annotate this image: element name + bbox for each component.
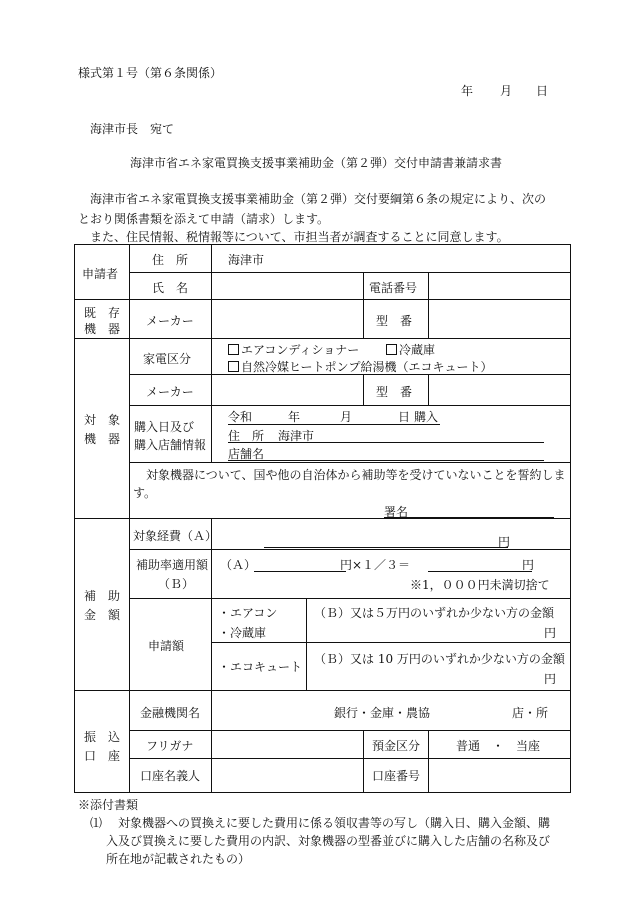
deposit-types: 普通 ・ 当座 [456, 739, 541, 753]
applicant-address-label: 住 所 [152, 253, 189, 267]
cost-unit: 円 [498, 535, 511, 549]
signature-label: 署名 [384, 505, 409, 519]
purchase-date-line [228, 424, 440, 425]
consent-text: また、住民情報、税情報等について、市担当者が調査することに同意します。 [90, 230, 509, 244]
store-name-label: 店舗名 [228, 447, 265, 461]
purchase-label-1: 購入日及び [134, 420, 195, 434]
addressee: 海津市長 宛て [90, 122, 175, 136]
cost-line [264, 547, 508, 548]
existing-section-label-1: 既 存 [84, 306, 121, 320]
purchase-era: 令和 [228, 410, 253, 424]
attachment-item-line-2: 入及び買換えに要した費用の内訳、対象機器の型番並びに購入した店舗の名称及び [106, 834, 551, 848]
category-label: 家電区分 [143, 352, 192, 366]
applicant-name-label: 氏 名 [152, 281, 189, 295]
attachment-item-line-3: 所在地が記載されたもの） [106, 852, 251, 866]
pledge-line-1: 対象機器について、国や他の自治体から補助等を受けていないことを誓約しま [146, 468, 566, 482]
apply-label: 申請額 [148, 639, 185, 653]
cost-label: 対象経費（Ａ） [133, 529, 218, 543]
aircon-checkbox[interactable] [228, 344, 239, 355]
applicant-section-label: 申請者 [82, 267, 119, 281]
form-number: 様式第１号（第６条関係） [78, 66, 223, 80]
rate-formula: 円×１／３＝ [340, 558, 411, 572]
store-address-line [228, 442, 544, 443]
holder-label: 口座名義人 [140, 769, 201, 783]
page-title: 海津市省エネ家電買換支援事業補助金（第２弾）交付申請書兼請求書 [130, 156, 503, 170]
date-day: 日 [536, 84, 549, 98]
subsidy-section-label-2: 金 額 [84, 608, 121, 622]
attachment-item-line-1: 対象機器への買換えに要した費用に係る領収書等の写し（購入日、購入金額、購 [118, 816, 551, 830]
ecocute-item: ・エコキュート [218, 660, 303, 674]
target-section-label-1: 対 象 [84, 413, 121, 427]
option-ecocute[interactable]: 自然冷媒ヒートポンプ給湯機（エコキュート） [228, 358, 493, 375]
existing-maker-label: メーカー [146, 314, 194, 328]
applicant-address-value: 海津市 [228, 253, 265, 267]
deposit-type-label: 預金区分 [372, 739, 421, 753]
date-year: 年 [461, 84, 474, 98]
account-number-label: 口座番号 [372, 769, 421, 783]
rate-label-2: （Ｂ） [158, 577, 195, 591]
date-month: 月 [500, 84, 513, 98]
attachments-title: ※添付書類 [78, 798, 139, 812]
rate-input-line-b [428, 571, 532, 572]
attachment-item-number: ⑴ [90, 816, 103, 830]
signature-line [384, 517, 554, 518]
purchase-label-2: 購入店舗情報 [134, 438, 207, 452]
rate-label-1: 補助率適用額 [136, 558, 209, 572]
store-address-value: 海津市 [278, 429, 315, 443]
purchase-word: 購入 [414, 410, 439, 424]
limit5-text: （Ｂ）又は５万円のいずれか少ない方の金額 [314, 606, 555, 620]
ecocute-checkbox[interactable] [228, 361, 239, 372]
aircon-item: ・エアコン [218, 606, 278, 620]
rate-note: ※1，０００円未満切捨て [410, 578, 550, 592]
option-fridge[interactable]: 冷蔵庫 [386, 341, 435, 358]
intro-line-2: とおり関係書類を添えて申請（請求）します。 [78, 212, 330, 226]
rate-unit: 円 [522, 558, 535, 572]
bank-section-label-1: 振 込 [84, 730, 121, 744]
pledge-line-2: す。 [133, 486, 157, 500]
target-section-label-2: 機 器 [84, 432, 121, 446]
furigana-label: フリガナ [146, 739, 194, 753]
subsidy-section-label-1: 補 助 [84, 589, 121, 603]
purchase-day: 日 [398, 410, 411, 424]
rate-prefix: （Ａ） [220, 558, 257, 572]
target-maker-label: メーカー [146, 385, 194, 399]
existing-section-label-2: 機 器 [84, 322, 121, 336]
existing-model-label: 型 番 [376, 314, 413, 328]
store-name-line [228, 460, 544, 461]
institution-label: 金融機関名 [140, 706, 201, 720]
branch-types: 店・所 [512, 706, 549, 720]
option-aircon[interactable]: エアコンディショナー [228, 341, 359, 358]
limit10-text: （Ｂ）又は 10 万円のいずれか少ない方の金額 [314, 652, 565, 666]
bank-section-label-2: 口 座 [84, 749, 121, 763]
limit10-unit: 円 [544, 672, 557, 686]
target-model-label: 型 番 [376, 385, 413, 399]
rate-input-line-a [254, 571, 346, 572]
limit5-unit: 円 [544, 626, 557, 640]
institution-types: 銀行・金庫・農協 [334, 706, 431, 720]
fridge-checkbox[interactable] [386, 344, 397, 355]
store-address-label: 住 所 [228, 429, 265, 443]
fridge-item: ・冷蔵庫 [218, 626, 267, 640]
applicant-phone-label: 電話番号 [369, 281, 418, 295]
purchase-month: 月 [340, 410, 353, 424]
intro-line-1: 海津市省エネ家電買換支援事業補助金（第２弾）交付要綱第６条の規定により、次の [90, 192, 547, 206]
purchase-year: 年 [288, 410, 301, 424]
